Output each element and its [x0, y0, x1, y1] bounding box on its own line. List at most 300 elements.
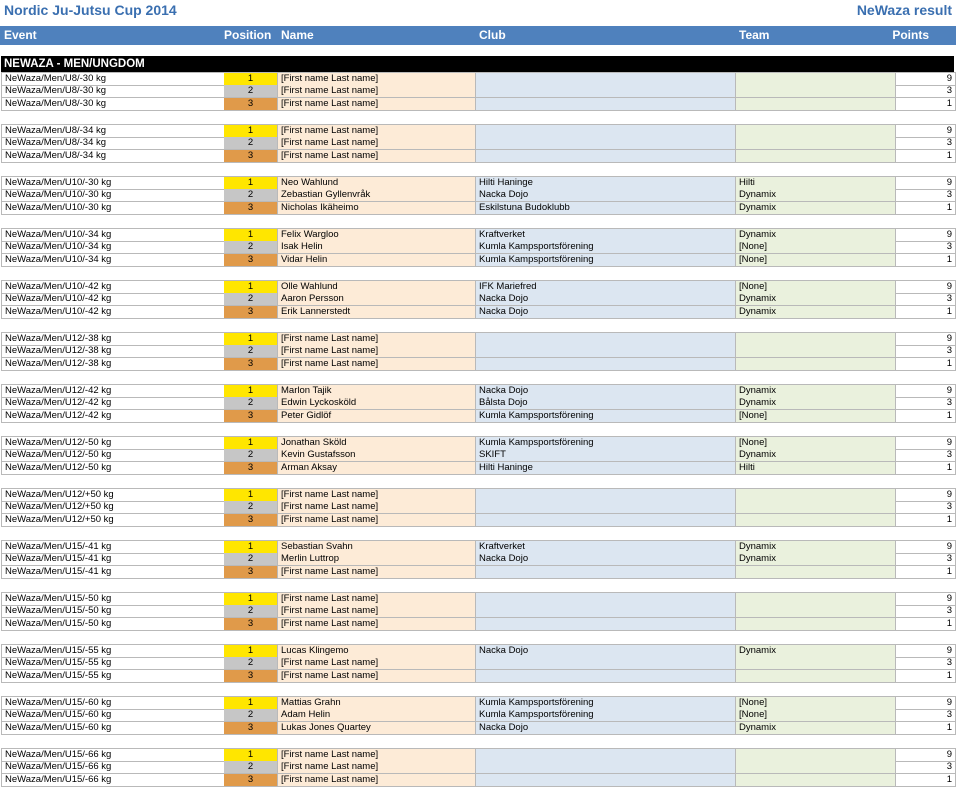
name-cell: [First name Last name]: [278, 618, 476, 631]
event-cell: NeWaza/Men/U15/-55 kg: [1, 670, 225, 683]
table-row: [0, 488, 956, 501]
position-cell: 2: [224, 501, 278, 514]
team-cell: [736, 72, 896, 86]
name-cell: [First name Last name]: [278, 150, 476, 163]
name-cell: Aaron Persson: [278, 293, 476, 306]
club-cell: Kraftverket: [476, 540, 736, 554]
points-cell: 1: [896, 514, 956, 527]
name-cell: [First name Last name]: [278, 85, 476, 98]
name-cell: Olle Wahlund: [278, 280, 476, 294]
club-cell: IFK Mariefred: [476, 280, 736, 294]
points-cell: 3: [896, 449, 956, 462]
result-group: [0, 436, 956, 488]
club-cell: Kumla Kampsportsförening: [476, 709, 736, 722]
event-cell: NeWaza/Men/U10/-30 kg: [1, 202, 225, 215]
event-cell: NeWaza/Men/U15/-55 kg: [1, 644, 225, 658]
points-cell: 9: [896, 280, 956, 294]
club-cell: Nacka Dojo: [476, 644, 736, 658]
points-cell: 3: [896, 761, 956, 774]
club-cell: [476, 98, 736, 111]
points-cell: 3: [896, 397, 956, 410]
table-row: [0, 345, 956, 358]
club-cell: [476, 332, 736, 346]
team-cell: [736, 150, 896, 163]
result-group: [0, 176, 956, 228]
name-cell: [First name Last name]: [278, 748, 476, 762]
points-cell: 3: [896, 189, 956, 202]
points-cell: 9: [896, 748, 956, 762]
event-cell: NeWaza/Men/U12/+50 kg: [1, 488, 225, 502]
club-cell: Eskilstuna Budoklubb: [476, 202, 736, 215]
result-group: [0, 696, 956, 748]
position-cell: 3: [224, 410, 278, 423]
club-cell: Nacka Dojo: [476, 189, 736, 202]
event-cell: NeWaza/Men/U15/-60 kg: [1, 722, 225, 735]
points-cell: 1: [896, 98, 956, 111]
table-row: [0, 449, 956, 462]
event-cell: NeWaza/Men/U10/-34 kg: [1, 228, 225, 242]
result-group: [0, 228, 956, 280]
name-cell: [First name Last name]: [278, 514, 476, 527]
name-cell: [First name Last name]: [278, 358, 476, 371]
position-cell: 2: [224, 189, 278, 202]
points-cell: 1: [896, 618, 956, 631]
event-cell: NeWaza/Men/U10/-42 kg: [1, 306, 225, 319]
position-cell: 1: [224, 696, 278, 710]
name-cell: Arman Aksay: [278, 462, 476, 475]
name-cell: [First name Last name]: [278, 137, 476, 150]
team-cell: Dynamix: [736, 644, 896, 658]
club-cell: Kraftverket: [476, 228, 736, 242]
event-cell: NeWaza/Men/U12/-38 kg: [1, 332, 225, 346]
points-cell: 9: [896, 228, 956, 242]
table-row: [0, 748, 956, 761]
table-row: [0, 709, 956, 722]
team-cell: Hilti: [736, 176, 896, 190]
table-row: [0, 150, 956, 163]
event-cell: NeWaza/Men/U15/-60 kg: [1, 709, 225, 722]
name-cell: Kevin Gustafsson: [278, 449, 476, 462]
points-cell: 9: [896, 592, 956, 606]
name-cell: [First name Last name]: [278, 98, 476, 111]
name-cell: Nicholas Ikäheimo: [278, 202, 476, 215]
column-name: Name: [281, 28, 314, 42]
result-group: [0, 72, 956, 124]
position-cell: 2: [224, 137, 278, 150]
table-row: [0, 592, 956, 605]
club-cell: Nacka Dojo: [476, 553, 736, 566]
team-cell: Dynamix: [736, 449, 896, 462]
points-cell: 3: [896, 501, 956, 514]
table-row: [0, 72, 956, 85]
table-row: [0, 696, 956, 709]
club-cell: Kumla Kampsportsförening: [476, 241, 736, 254]
position-cell: 3: [224, 306, 278, 319]
points-cell: 3: [896, 241, 956, 254]
team-cell: [736, 85, 896, 98]
event-cell: NeWaza/Men/U15/-50 kg: [1, 618, 225, 631]
points-cell: 1: [896, 566, 956, 579]
table-row: [0, 332, 956, 345]
club-cell: [476, 345, 736, 358]
table-row: [0, 722, 956, 735]
name-cell: Neo Wahlund: [278, 176, 476, 190]
name-cell: Isak Helin: [278, 241, 476, 254]
name-cell: Felix Wargloo: [278, 228, 476, 242]
name-cell: [First name Last name]: [278, 72, 476, 86]
points-cell: 1: [896, 254, 956, 267]
name-cell: [First name Last name]: [278, 761, 476, 774]
name-cell: Mattias Grahn: [278, 696, 476, 710]
table-row: [0, 605, 956, 618]
result-group: [0, 488, 956, 540]
points-cell: 9: [896, 176, 956, 190]
team-cell: Dynamix: [736, 384, 896, 398]
team-cell: [None]: [736, 696, 896, 710]
table-row: [0, 124, 956, 137]
table-row: [0, 85, 956, 98]
position-cell: 1: [224, 72, 278, 86]
event-cell: NeWaza/Men/U10/-42 kg: [1, 280, 225, 294]
points-cell: 1: [896, 306, 956, 319]
club-cell: [476, 72, 736, 86]
points-cell: 3: [896, 657, 956, 670]
team-cell: [736, 345, 896, 358]
club-cell: [476, 748, 736, 762]
name-cell: Lucas Klingemo: [278, 644, 476, 658]
name-cell: Marlon Tajik: [278, 384, 476, 398]
event-cell: NeWaza/Men/U15/-50 kg: [1, 605, 225, 618]
table-row: [0, 202, 956, 215]
table-row: [0, 306, 956, 319]
event-cell: NeWaza/Men/U15/-66 kg: [1, 761, 225, 774]
team-cell: Hilti: [736, 462, 896, 475]
name-cell: [First name Last name]: [278, 592, 476, 606]
name-cell: [First name Last name]: [278, 657, 476, 670]
club-cell: [476, 618, 736, 631]
points-cell: 9: [896, 384, 956, 398]
club-cell: [476, 514, 736, 527]
name-cell: [First name Last name]: [278, 566, 476, 579]
event-cell: NeWaza/Men/U8/-34 kg: [1, 124, 225, 138]
event-cell: NeWaza/Men/U12/-42 kg: [1, 397, 225, 410]
name-cell: [First name Last name]: [278, 501, 476, 514]
column-header: [0, 26, 956, 45]
position-cell: 1: [224, 124, 278, 138]
team-cell: [736, 137, 896, 150]
event-cell: NeWaza/Men/U12/-38 kg: [1, 358, 225, 371]
position-cell: 2: [224, 657, 278, 670]
team-cell: [None]: [736, 254, 896, 267]
name-cell: Vidar Helin: [278, 254, 476, 267]
table-row: [0, 293, 956, 306]
position-cell: 3: [224, 618, 278, 631]
team-cell: [None]: [736, 410, 896, 423]
club-cell: [476, 761, 736, 774]
club-cell: [476, 501, 736, 514]
position-cell: 2: [224, 553, 278, 566]
table-row: [0, 254, 956, 267]
club-cell: [476, 488, 736, 502]
column-team: Team: [739, 28, 770, 42]
event-cell: NeWaza/Men/U12/-50 kg: [1, 436, 225, 450]
result-group: [0, 124, 956, 176]
position-cell: 3: [224, 98, 278, 111]
team-cell: [736, 670, 896, 683]
position-cell: 2: [224, 709, 278, 722]
position-cell: 2: [224, 241, 278, 254]
table-row: [0, 670, 956, 683]
event-cell: NeWaza/Men/U12/+50 kg: [1, 501, 225, 514]
position-cell: 2: [224, 761, 278, 774]
team-cell: Dynamix: [736, 540, 896, 554]
event-cell: NeWaza/Men/U10/-42 kg: [1, 293, 225, 306]
points-cell: 1: [896, 462, 956, 475]
team-cell: [736, 748, 896, 762]
position-cell: 1: [224, 592, 278, 606]
club-cell: Hilti Haninge: [476, 462, 736, 475]
name-cell: Jonathan Sköld: [278, 436, 476, 450]
table-row: [0, 618, 956, 631]
name-cell: Zebastian Gyllenvråk: [278, 189, 476, 202]
event-cell: NeWaza/Men/U8/-30 kg: [1, 85, 225, 98]
page-subtitle: NeWaza result: [856, 2, 952, 18]
position-cell: 3: [224, 670, 278, 683]
team-cell: [736, 618, 896, 631]
team-cell: [736, 501, 896, 514]
table-row: [0, 189, 956, 202]
position-cell: 3: [224, 202, 278, 215]
club-cell: [476, 592, 736, 606]
team-cell: [736, 592, 896, 606]
name-cell: [First name Last name]: [278, 774, 476, 787]
event-cell: NeWaza/Men/U15/-41 kg: [1, 553, 225, 566]
club-cell: Nacka Dojo: [476, 384, 736, 398]
column-points: Points: [892, 28, 929, 42]
points-cell: 3: [896, 605, 956, 618]
name-cell: Sebastian Svahn: [278, 540, 476, 554]
position-cell: 2: [224, 85, 278, 98]
position-cell: 3: [224, 150, 278, 163]
name-cell: Erik Lannerstedt: [278, 306, 476, 319]
club-cell: Kumla Kampsportsförening: [476, 254, 736, 267]
event-cell: NeWaza/Men/U15/-41 kg: [1, 540, 225, 554]
position-cell: 1: [224, 748, 278, 762]
team-cell: [736, 124, 896, 138]
points-cell: 9: [896, 540, 956, 554]
points-cell: 9: [896, 488, 956, 502]
points-cell: 3: [896, 345, 956, 358]
name-cell: Adam Helin: [278, 709, 476, 722]
name-cell: Merlin Luttrop: [278, 553, 476, 566]
team-cell: Dynamix: [736, 306, 896, 319]
event-cell: NeWaza/Men/U15/-55 kg: [1, 657, 225, 670]
title-bar: [0, 0, 960, 22]
position-cell: 2: [224, 345, 278, 358]
result-group: [0, 592, 956, 644]
team-cell: [None]: [736, 436, 896, 450]
points-cell: 1: [896, 410, 956, 423]
name-cell: [First name Last name]: [278, 670, 476, 683]
team-cell: [736, 657, 896, 670]
position-cell: 2: [224, 397, 278, 410]
points-cell: 3: [896, 293, 956, 306]
position-cell: 2: [224, 293, 278, 306]
points-cell: 1: [896, 774, 956, 787]
event-cell: NeWaza/Men/U12/-50 kg: [1, 462, 225, 475]
position-cell: 3: [224, 774, 278, 787]
table-row: [0, 553, 956, 566]
club-cell: Kumla Kampsportsförening: [476, 696, 736, 710]
team-cell: Dynamix: [736, 553, 896, 566]
table-row: [0, 501, 956, 514]
name-cell: Lukas Jones Quartey: [278, 722, 476, 735]
table-row: [0, 436, 956, 449]
name-cell: [First name Last name]: [278, 488, 476, 502]
table-row: [0, 774, 956, 787]
event-cell: NeWaza/Men/U10/-30 kg: [1, 176, 225, 190]
club-cell: Hilti Haninge: [476, 176, 736, 190]
team-cell: Dynamix: [736, 722, 896, 735]
points-cell: 9: [896, 72, 956, 86]
points-cell: 9: [896, 332, 956, 346]
club-cell: [476, 566, 736, 579]
event-cell: NeWaza/Men/U12/-50 kg: [1, 449, 225, 462]
table-row: [0, 761, 956, 774]
club-cell: [476, 85, 736, 98]
table-row: [0, 241, 956, 254]
club-cell: Bålsta Dojo: [476, 397, 736, 410]
result-group: [0, 644, 956, 696]
club-cell: Nacka Dojo: [476, 722, 736, 735]
team-cell: Dynamix: [736, 293, 896, 306]
column-club: Club: [479, 28, 506, 42]
result-group: [0, 332, 956, 384]
result-group: [0, 540, 956, 592]
club-cell: Kumla Kampsportsförening: [476, 436, 736, 450]
event-cell: NeWaza/Men/U8/-30 kg: [1, 98, 225, 111]
column-event: Event: [4, 28, 37, 42]
position-cell: 1: [224, 280, 278, 294]
table-row: [0, 98, 956, 111]
points-cell: 9: [896, 124, 956, 138]
team-cell: [736, 98, 896, 111]
event-cell: NeWaza/Men/U8/-30 kg: [1, 72, 225, 86]
table-row: [0, 540, 956, 553]
position-cell: 1: [224, 176, 278, 190]
team-cell: [736, 761, 896, 774]
team-cell: [736, 514, 896, 527]
team-cell: Dynamix: [736, 189, 896, 202]
team-cell: [736, 488, 896, 502]
name-cell: [First name Last name]: [278, 332, 476, 346]
table-row: [0, 462, 956, 475]
name-cell: [First name Last name]: [278, 124, 476, 138]
club-cell: [476, 605, 736, 618]
position-cell: 1: [224, 644, 278, 658]
table-row: [0, 657, 956, 670]
points-cell: 1: [896, 358, 956, 371]
club-cell: [476, 774, 736, 787]
event-cell: NeWaza/Men/U12/+50 kg: [1, 514, 225, 527]
position-cell: 1: [224, 332, 278, 346]
table-row: [0, 176, 956, 189]
result-group: [0, 384, 956, 436]
event-cell: NeWaza/Men/U12/-42 kg: [1, 410, 225, 423]
results-table: [0, 72, 956, 800]
position-cell: 3: [224, 462, 278, 475]
name-cell: [First name Last name]: [278, 345, 476, 358]
points-cell: 9: [896, 644, 956, 658]
team-cell: [736, 566, 896, 579]
event-cell: NeWaza/Men/U10/-34 kg: [1, 241, 225, 254]
points-cell: 1: [896, 150, 956, 163]
event-cell: NeWaza/Men/U10/-34 kg: [1, 254, 225, 267]
page-title: Nordic Ju-Jutsu Cup 2014: [4, 2, 177, 18]
table-row: [0, 280, 956, 293]
club-cell: Nacka Dojo: [476, 306, 736, 319]
team-cell: Dynamix: [736, 202, 896, 215]
result-group: [0, 748, 956, 800]
event-cell: NeWaza/Men/U15/-66 kg: [1, 774, 225, 787]
event-cell: NeWaza/Men/U8/-34 kg: [1, 137, 225, 150]
club-cell: [476, 670, 736, 683]
points-cell: 1: [896, 722, 956, 735]
column-position: Position: [224, 28, 272, 42]
team-cell: [736, 605, 896, 618]
position-cell: 1: [224, 540, 278, 554]
team-cell: Dynamix: [736, 397, 896, 410]
event-cell: NeWaza/Men/U15/-41 kg: [1, 566, 225, 579]
team-cell: [736, 332, 896, 346]
position-cell: 3: [224, 514, 278, 527]
table-row: [0, 644, 956, 657]
position-cell: 3: [224, 358, 278, 371]
club-cell: [476, 358, 736, 371]
position-cell: 2: [224, 605, 278, 618]
points-cell: 3: [896, 137, 956, 150]
team-cell: [None]: [736, 241, 896, 254]
club-cell: [476, 124, 736, 138]
club-cell: [476, 657, 736, 670]
table-row: [0, 384, 956, 397]
name-cell: Peter Gidlöf: [278, 410, 476, 423]
club-cell: SKIFT: [476, 449, 736, 462]
team-cell: Dynamix: [736, 228, 896, 242]
position-cell: 1: [224, 228, 278, 242]
section-title: NEWAZA - MEN/UNGDOM: [1, 56, 954, 72]
points-cell: 3: [896, 553, 956, 566]
position-cell: 1: [224, 384, 278, 398]
club-cell: [476, 137, 736, 150]
team-cell: [736, 774, 896, 787]
event-cell: NeWaza/Men/U12/-38 kg: [1, 345, 225, 358]
position-cell: 3: [224, 254, 278, 267]
points-cell: 9: [896, 436, 956, 450]
table-row: [0, 566, 956, 579]
name-cell: [First name Last name]: [278, 605, 476, 618]
name-cell: Edwin Lyckosköld: [278, 397, 476, 410]
position-cell: 3: [224, 566, 278, 579]
position-cell: 2: [224, 449, 278, 462]
position-cell: 1: [224, 436, 278, 450]
points-cell: 3: [896, 85, 956, 98]
event-cell: NeWaza/Men/U8/-34 kg: [1, 150, 225, 163]
points-cell: 1: [896, 670, 956, 683]
club-cell: Nacka Dojo: [476, 293, 736, 306]
event-cell: NeWaza/Men/U10/-30 kg: [1, 189, 225, 202]
result-group: [0, 280, 956, 332]
